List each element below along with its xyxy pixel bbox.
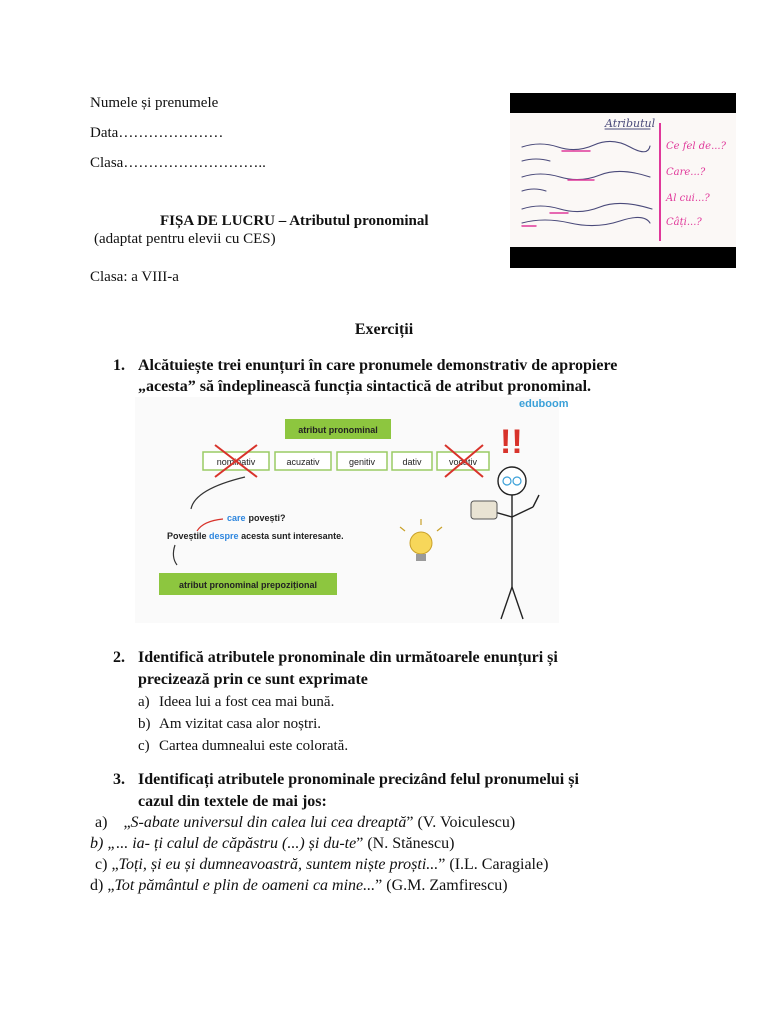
- top-box-label: atribut pronominal: [298, 425, 378, 435]
- exercise-1-line-1: Alcătuiește trei enunțuri în care pronumele demonstrativ de apropiere: [138, 357, 618, 374]
- example-sentence: [167, 531, 344, 541]
- quote-close: ”: [356, 835, 364, 852]
- notebook-paper: [510, 113, 736, 247]
- exercise-3-number: 3.: [113, 771, 125, 788]
- exercise-2-line-2: precizează prin ce sunt exprimate: [138, 671, 368, 688]
- section-title: Exerciții: [354, 321, 414, 338]
- ex3-item-b-label: b): [90, 835, 104, 852]
- quote-open: „: [107, 835, 117, 852]
- sentence-part-b: despre: [209, 531, 239, 541]
- ex3-item-a-label: a): [95, 814, 108, 831]
- ex2-item-b-text: Am vizitat casa alor noștri.: [159, 716, 322, 732]
- ex2-item-b-label: b): [138, 716, 151, 732]
- photo-question-2: Care...?: [666, 167, 706, 178]
- ex3-item-d: [90, 876, 508, 896]
- ex2-item-a-text: Ideea lui a fost cea mai bună.: [159, 694, 335, 710]
- quote-open: „: [123, 814, 131, 831]
- notebook-photo: [510, 93, 736, 268]
- sentence-part-c: acesta: [241, 531, 270, 541]
- ex3-item-c-author: (I.L. Caragiale): [445, 856, 549, 873]
- case-vocativ: vocativ: [448, 457, 478, 467]
- name-field-label: Numele și prenumele: [90, 95, 219, 111]
- question-rest: povești?: [248, 513, 286, 523]
- quote-close: ”: [438, 856, 446, 873]
- exercise-2-number: 2.: [113, 649, 125, 666]
- case-genitiv: genitiv: [348, 457, 376, 467]
- notebook-drawing: [510, 113, 736, 247]
- ex3-item-a-author: (V. Voiculescu): [413, 814, 516, 831]
- photo-question-4: Câți...?: [666, 217, 702, 228]
- ex2-item-a-label: a): [138, 694, 150, 710]
- ex3-item-c-quote: Toți, și eu și dumneavoastră, suntem niște proști...: [118, 856, 439, 873]
- worksheet-title: FIȘA DE LUCRU – Atributul pronominal: [160, 213, 429, 229]
- case-acuzativ: acuzativ: [286, 457, 320, 467]
- date-field-label: Data…………………: [90, 125, 224, 141]
- exercise-3-line-2: cazul din textele de mai jos:: [138, 793, 327, 810]
- class-field-label: Clasa………………………..: [90, 155, 266, 171]
- brand-logo: eduboom: [519, 398, 569, 410]
- ex3-item-d-quote: Tot pământul e plin de oameni ca mine...: [114, 877, 376, 894]
- ex3-item-b: [90, 834, 454, 854]
- ex3-item-b-author: (N. Stănescu): [363, 835, 455, 852]
- ex3-item-c: [95, 855, 548, 875]
- ex3-item-a: [95, 813, 515, 833]
- photo-question-1: Ce fel de...?: [666, 141, 726, 152]
- ex3-item-d-author: (G.M. Zamfirescu): [382, 877, 508, 894]
- curve-arrow-icon: [191, 477, 245, 509]
- sentence-part-a: Poveștile: [167, 531, 207, 541]
- quote-close: ”: [375, 877, 383, 894]
- quote-open: „: [107, 877, 115, 894]
- exercise-1-number: 1.: [113, 357, 125, 374]
- ex2-item-c-label: c): [138, 738, 150, 754]
- down-arrow-icon: [173, 545, 177, 565]
- quote-close: ”: [406, 814, 414, 831]
- quote-open: „: [111, 856, 119, 873]
- question-line: [227, 513, 286, 523]
- red-arrow-icon: [197, 519, 223, 531]
- worksheet-subtitle: (adaptat pentru elevii cu CES): [94, 231, 276, 247]
- ex3-item-b-quote: ... ia- ți calul de căpăstru (...) și du-te: [116, 835, 357, 852]
- grade-label: Clasa: a VIII-a: [90, 269, 179, 285]
- ex3-item-c-label: c): [95, 856, 108, 873]
- question-word: care: [227, 513, 246, 523]
- bottom-box-label: atribut pronominal prepozițional: [179, 580, 317, 590]
- case-dativ: dativ: [402, 457, 422, 467]
- sentence-part-d: sunt interesante.: [271, 531, 344, 541]
- case-nominativ: nominativ: [216, 457, 256, 467]
- illustration-svg: [135, 397, 569, 623]
- exclamation-icon: !!: [500, 423, 523, 461]
- photo-heading: Atributul: [605, 117, 656, 130]
- exercise-1-line-2: „acesta” să îndeplinească funcția sintactică de atribut pronominal.: [138, 378, 592, 395]
- ex3-item-d-label: d): [90, 877, 104, 894]
- ex3-item-a-quote: S-abate universul din calea lui cea dreaptă: [130, 814, 407, 831]
- exercise-3-line-1: Identificați atributele pronominale precizând felul pronumelui și: [138, 771, 579, 788]
- exercise-2-line-1: Identifică atributele pronominale din următoarele enunțuri și: [138, 649, 558, 666]
- ex2-item-c-text: Cartea dumnealui este colorată.: [159, 738, 349, 754]
- lightbulb-icon: [400, 519, 442, 561]
- photo-question-3: Al cui...?: [666, 193, 710, 204]
- eduboom-illustration: [135, 397, 569, 623]
